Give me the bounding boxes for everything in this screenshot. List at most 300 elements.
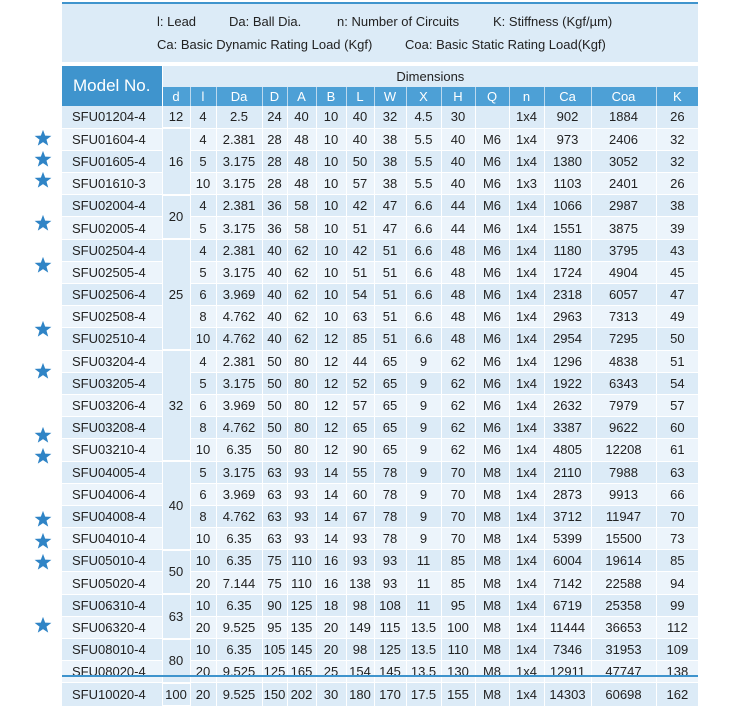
cell-value: 9 xyxy=(406,483,441,505)
cell-value: 99 xyxy=(656,594,698,616)
cell-value: 3875 xyxy=(591,217,656,239)
cell-value: 10 xyxy=(316,106,346,128)
cell-model-no: SFU05010-4 xyxy=(62,550,162,572)
cell-value: 50 xyxy=(656,328,698,350)
cell-value: 1x4 xyxy=(509,195,544,217)
cell-value: 13.5 xyxy=(406,639,441,661)
cell-value: 40 xyxy=(441,128,475,150)
cell-value: 62 xyxy=(441,372,475,394)
cell-value: 12 xyxy=(316,328,346,350)
cell-value: 6.6 xyxy=(406,195,441,217)
cell-value: 1x4 xyxy=(509,528,544,550)
cell-value: 110 xyxy=(287,572,316,594)
cell-value: 1x4 xyxy=(509,417,544,439)
cell-value: 65 xyxy=(374,417,406,439)
star-icon xyxy=(34,426,52,444)
header-col-ca: Ca xyxy=(544,87,591,106)
cell-value: 1922 xyxy=(544,372,591,394)
cell-value: 50 xyxy=(346,150,374,172)
cell-value: 66 xyxy=(656,483,698,505)
cell-value: 12 xyxy=(316,394,346,416)
cell-value: M8 xyxy=(475,683,509,706)
header-col-h: H xyxy=(441,87,475,106)
cell-value: 138 xyxy=(346,572,374,594)
cell-value: 50 xyxy=(262,439,287,461)
cell-value: 40 xyxy=(287,106,316,128)
cell-value: 6343 xyxy=(591,372,656,394)
cell-value: 36 xyxy=(262,217,287,239)
cell-value: 38 xyxy=(374,128,406,150)
cell-value: 4.5 xyxy=(406,106,441,128)
cell-model-no: SFU01604-4 xyxy=(62,128,162,150)
cell-value: 70 xyxy=(441,505,475,527)
cell-model-no: SFU06310-4 xyxy=(62,594,162,616)
cell-value: 1x4 xyxy=(509,616,544,638)
cell-value: 10 xyxy=(316,195,346,217)
cell-value: 7346 xyxy=(544,639,591,661)
cell-value: 1x4 xyxy=(509,306,544,328)
cell-value: 9622 xyxy=(591,417,656,439)
cell-value: 5.5 xyxy=(406,128,441,150)
cell-value: M6 xyxy=(475,350,509,372)
cell-value: 4.762 xyxy=(216,306,262,328)
cell-value: 16 xyxy=(316,550,346,572)
cell-value: 7979 xyxy=(591,394,656,416)
cell-value: 6 xyxy=(190,394,216,416)
star-icon xyxy=(34,553,52,571)
cell-value: 202 xyxy=(287,683,316,706)
cell-value: 93 xyxy=(346,550,374,572)
cell-value: M8 xyxy=(475,550,509,572)
cell-value: 180 xyxy=(346,683,374,706)
cell-value: 9 xyxy=(406,417,441,439)
cell-value: 1x4 xyxy=(509,261,544,283)
cell-value: 60698 xyxy=(591,683,656,706)
cell-value: 95 xyxy=(262,616,287,638)
header-col-d: d xyxy=(162,87,190,106)
cell-value: 20 xyxy=(190,661,216,683)
cell-value: M6 xyxy=(475,150,509,172)
cell-value: 36 xyxy=(262,195,287,217)
cell-value: 2110 xyxy=(544,461,591,483)
cell-value: 51 xyxy=(374,306,406,328)
header-col-d: D xyxy=(262,87,287,106)
cell-value: 38 xyxy=(656,195,698,217)
cell-value: 80 xyxy=(287,372,316,394)
cell-value: 1x4 xyxy=(509,439,544,461)
cell-value: 32 xyxy=(656,128,698,150)
cell-value: 15500 xyxy=(591,528,656,550)
cell-value: 75 xyxy=(262,572,287,594)
cell-value: 12 xyxy=(316,372,346,394)
star-icon xyxy=(34,616,52,634)
cell-value: 4.762 xyxy=(216,328,262,350)
cell-d: 50 xyxy=(162,550,190,594)
cell-value: 2318 xyxy=(544,284,591,306)
cell-model-no: SFU02506-4 xyxy=(62,284,162,306)
cell-value: 40 xyxy=(262,239,287,261)
header-col-a: A xyxy=(287,87,316,106)
cell-value: 48 xyxy=(441,306,475,328)
cell-value: 63 xyxy=(346,306,374,328)
cell-value: 4 xyxy=(190,239,216,261)
header-dimensions: Dimensions xyxy=(162,66,698,87)
cell-value: M6 xyxy=(475,394,509,416)
cell-value: 9 xyxy=(406,394,441,416)
cell-value: 10 xyxy=(316,306,346,328)
cell-value: 14 xyxy=(316,483,346,505)
cell-value: 31953 xyxy=(591,639,656,661)
cell-value: 9913 xyxy=(591,483,656,505)
cell-value: 10 xyxy=(316,284,346,306)
cell-value: 73 xyxy=(656,528,698,550)
cell-value: 95 xyxy=(441,594,475,616)
cell-value: 5.5 xyxy=(406,150,441,172)
cell-value: 1x4 xyxy=(509,572,544,594)
cell-value: 7988 xyxy=(591,461,656,483)
cell-value: 2.381 xyxy=(216,239,262,261)
cell-value: 42 xyxy=(346,239,374,261)
cell-value: 4 xyxy=(190,195,216,217)
cell-value: 10 xyxy=(316,261,346,283)
cell-value: 38 xyxy=(374,173,406,195)
cell-value: 4904 xyxy=(591,261,656,283)
legend-coa: Coa: Basic Static Rating Load(Kgf) xyxy=(405,37,606,52)
cell-value: 48 xyxy=(287,150,316,172)
cell-value: 51 xyxy=(346,217,374,239)
cell-value: 80 xyxy=(287,350,316,372)
cell-value: 12 xyxy=(316,439,346,461)
cell-value: 52 xyxy=(346,372,374,394)
header-col-n: n xyxy=(509,87,544,106)
cell-value: 70 xyxy=(656,505,698,527)
cell-value: 62 xyxy=(287,328,316,350)
cell-value: 28 xyxy=(262,173,287,195)
cell-value: 6.6 xyxy=(406,284,441,306)
cell-value: 90 xyxy=(346,439,374,461)
cell-value: 6.35 xyxy=(216,639,262,661)
cell-value: 48 xyxy=(287,173,316,195)
cell-value: 10 xyxy=(190,439,216,461)
cell-model-no: SFU08020-4 xyxy=(62,661,162,683)
cell-value: 61 xyxy=(656,439,698,461)
star-icon xyxy=(34,532,52,550)
cell-value: M8 xyxy=(475,594,509,616)
cell-value: 80 xyxy=(287,394,316,416)
cell-value: 2401 xyxy=(591,173,656,195)
cell-value: 10 xyxy=(190,594,216,616)
cell-value: M6 xyxy=(475,217,509,239)
cell-value: 58 xyxy=(287,195,316,217)
cell-value: 162 xyxy=(656,683,698,706)
cell-value: 3.175 xyxy=(216,461,262,483)
cell-value: 1x4 xyxy=(509,394,544,416)
cell-value: 63 xyxy=(262,528,287,550)
cell-value: 94 xyxy=(656,572,698,594)
cell-value: 48 xyxy=(441,261,475,283)
cell-value: 10 xyxy=(190,639,216,661)
cell-model-no: SFU04005-4 xyxy=(62,461,162,483)
cell-value: 32 xyxy=(374,106,406,128)
cell-value: 44 xyxy=(346,350,374,372)
cell-value: 5 xyxy=(190,461,216,483)
cell-value: 154 xyxy=(346,661,374,683)
header-col-l: L xyxy=(346,87,374,106)
cell-value: 47747 xyxy=(591,661,656,683)
cell-value: 149 xyxy=(346,616,374,638)
cell-value: 60 xyxy=(346,483,374,505)
cell-value: 1x4 xyxy=(509,550,544,572)
cell-value: 8 xyxy=(190,505,216,527)
cell-value: 5 xyxy=(190,261,216,283)
cell-value: 145 xyxy=(287,639,316,661)
header-col-b: B xyxy=(316,87,346,106)
cell-value: 1551 xyxy=(544,217,591,239)
cell-value: 902 xyxy=(544,106,591,128)
cell-value: 93 xyxy=(287,528,316,550)
cell-value: 7142 xyxy=(544,572,591,594)
cell-value: 2.5 xyxy=(216,106,262,128)
cell-value: 62 xyxy=(441,439,475,461)
cell-value: 65 xyxy=(346,417,374,439)
cell-value: 90 xyxy=(262,594,287,616)
cell-value: 30 xyxy=(441,106,475,128)
star-icon xyxy=(34,447,52,465)
header-col-lead: l xyxy=(190,87,216,106)
cell-value: 1x4 xyxy=(509,639,544,661)
cell-value: 48 xyxy=(441,328,475,350)
cell-value: 12911 xyxy=(544,661,591,683)
cell-value: 6 xyxy=(190,483,216,505)
cell-value: 40 xyxy=(262,328,287,350)
cell-value: 22588 xyxy=(591,572,656,594)
cell-value: 6004 xyxy=(544,550,591,572)
cell-value: 2987 xyxy=(591,195,656,217)
cell-value: M6 xyxy=(475,284,509,306)
cell-value: 70 xyxy=(441,461,475,483)
cell-value: 150 xyxy=(262,683,287,706)
cell-value: 62 xyxy=(287,284,316,306)
cell-value: 2.381 xyxy=(216,350,262,372)
cell-value: 12 xyxy=(316,417,346,439)
cell-value: 10 xyxy=(190,173,216,195)
cell-value: 42 xyxy=(346,195,374,217)
cell-value: 9 xyxy=(406,350,441,372)
cell-value: 4 xyxy=(190,350,216,372)
cell-value: 10 xyxy=(316,173,346,195)
cell-value: 50 xyxy=(262,372,287,394)
cell-value: 47 xyxy=(374,195,406,217)
cell-value: 44 xyxy=(441,195,475,217)
header-col-k: K xyxy=(656,87,698,106)
cell-value: 16 xyxy=(316,572,346,594)
cell-value: 6.6 xyxy=(406,328,441,350)
cell-value: M6 xyxy=(475,439,509,461)
cell-value: 130 xyxy=(441,661,475,683)
header-col-x: X xyxy=(406,87,441,106)
cell-value: 1x4 xyxy=(509,106,544,128)
cell-value: 98 xyxy=(346,594,374,616)
cell-value: 9 xyxy=(406,505,441,527)
star-icon xyxy=(34,171,52,189)
cell-value: M6 xyxy=(475,261,509,283)
cell-value: 20 xyxy=(316,639,346,661)
cell-value: 9 xyxy=(406,461,441,483)
cell-value: 108 xyxy=(374,594,406,616)
cell-model-no: SFU02510-4 xyxy=(62,328,162,350)
cell-value: 36653 xyxy=(591,616,656,638)
legend-ca: Ca: Basic Dynamic Rating Load (Kgf) xyxy=(157,37,373,52)
cell-value: 67 xyxy=(346,505,374,527)
cell-model-no: SFU01204-4 xyxy=(62,106,162,128)
cell-value: 3.969 xyxy=(216,483,262,505)
cell-value: 51 xyxy=(374,328,406,350)
legend-stiffness: K: Stiffness (Kgf/µm) xyxy=(493,14,613,29)
cell-value: 1380 xyxy=(544,150,591,172)
cell-value: 93 xyxy=(287,461,316,483)
cell-value: 115 xyxy=(374,616,406,638)
cell-value: 7295 xyxy=(591,328,656,350)
cell-value: 6.35 xyxy=(216,528,262,550)
cell-model-no: SFU03210-4 xyxy=(62,439,162,461)
cell-value: 9.525 xyxy=(216,616,262,638)
cell-value: 2406 xyxy=(591,128,656,150)
cell-value: M8 xyxy=(475,483,509,505)
star-column xyxy=(34,0,52,681)
cell-value: 9.525 xyxy=(216,683,262,706)
cell-value: 85 xyxy=(441,572,475,594)
cell-value: 51 xyxy=(374,239,406,261)
cell-d: 80 xyxy=(162,639,190,683)
cell-value: 4 xyxy=(190,128,216,150)
cell-value: 3.175 xyxy=(216,261,262,283)
cell-value: 78 xyxy=(374,461,406,483)
cell-value: 165 xyxy=(287,661,316,683)
table-frame xyxy=(62,2,698,677)
cell-model-no: SFU01605-4 xyxy=(62,150,162,172)
cell-value: 6 xyxy=(190,284,216,306)
cell-value: 10 xyxy=(316,150,346,172)
cell-value: 40 xyxy=(262,306,287,328)
cell-value: 45 xyxy=(656,261,698,283)
cell-value: 973 xyxy=(544,128,591,150)
cell-value: 44 xyxy=(441,217,475,239)
cell-value: 5 xyxy=(190,217,216,239)
legend-lead: l: Lead xyxy=(157,14,197,29)
cell-value: 65 xyxy=(374,394,406,416)
cell-value: 14 xyxy=(316,461,346,483)
cell-value: 4805 xyxy=(544,439,591,461)
cell-value: 145 xyxy=(374,661,406,683)
cell-model-no: SFU02504-4 xyxy=(62,239,162,261)
cell-value: 70 xyxy=(441,483,475,505)
cell-value: 10 xyxy=(190,328,216,350)
cell-value: 2632 xyxy=(544,394,591,416)
star-icon xyxy=(34,150,52,168)
cell-value: 60 xyxy=(656,417,698,439)
cell-value: 1x4 xyxy=(509,328,544,350)
cell-value: 1x4 xyxy=(509,150,544,172)
cell-value: 10 xyxy=(190,550,216,572)
cell-value: 93 xyxy=(287,505,316,527)
cell-value: 2873 xyxy=(544,483,591,505)
cell-value: 20 xyxy=(190,683,216,706)
cell-value: 49 xyxy=(656,306,698,328)
cell-d: 20 xyxy=(162,195,190,239)
cell-model-no: SFU08010-4 xyxy=(62,639,162,661)
cell-value: 26 xyxy=(656,173,698,195)
cell-value: 1x4 xyxy=(509,284,544,306)
cell-value: 6.6 xyxy=(406,261,441,283)
cell-value: 125 xyxy=(374,639,406,661)
cell-model-no: SFU02004-4 xyxy=(62,195,162,217)
cell-value: 1066 xyxy=(544,195,591,217)
cell-value: 18 xyxy=(316,594,346,616)
cell-value: 6.35 xyxy=(216,594,262,616)
cell-value: 85 xyxy=(346,328,374,350)
cell-value: 62 xyxy=(441,350,475,372)
cell-model-no: SFU02508-4 xyxy=(62,306,162,328)
cell-value: 10 xyxy=(316,239,346,261)
cell-value: 1x4 xyxy=(509,372,544,394)
cell-d: 63 xyxy=(162,594,190,638)
cell-value: 40 xyxy=(262,261,287,283)
cell-value: 3712 xyxy=(544,505,591,527)
cell-value: 3.175 xyxy=(216,217,262,239)
cell-value: 170 xyxy=(374,683,406,706)
cell-value: 62 xyxy=(287,239,316,261)
cell-value: 65 xyxy=(374,350,406,372)
cell-value: 100 xyxy=(441,616,475,638)
cell-value: 1x4 xyxy=(509,350,544,372)
cell-value: 1x4 xyxy=(509,128,544,150)
cell-value: 57 xyxy=(346,173,374,195)
cell-value: 11 xyxy=(406,594,441,616)
cell-value: 5399 xyxy=(544,528,591,550)
cell-value: 5.5 xyxy=(406,173,441,195)
cell-value: 1724 xyxy=(544,261,591,283)
cell-value: 125 xyxy=(262,661,287,683)
cell-value: M6 xyxy=(475,328,509,350)
cell-value: 48 xyxy=(441,239,475,261)
cell-value: 4 xyxy=(190,106,216,128)
cell-value: 1x4 xyxy=(509,483,544,505)
cell-d: 100 xyxy=(162,683,190,706)
cell-value: 24 xyxy=(262,106,287,128)
cell-value: M8 xyxy=(475,461,509,483)
cell-value: 93 xyxy=(287,483,316,505)
cell-value: 93 xyxy=(374,550,406,572)
cell-model-no: SFU04010-4 xyxy=(62,528,162,550)
cell-model-no: SFU02005-4 xyxy=(62,217,162,239)
cell-value: 3795 xyxy=(591,239,656,261)
cell-value: 135 xyxy=(287,616,316,638)
cell-value: 47 xyxy=(656,284,698,306)
cell-value: 1884 xyxy=(591,106,656,128)
cell-value: 4.762 xyxy=(216,505,262,527)
cell-value: 62 xyxy=(287,306,316,328)
cell-model-no: SFU03208-4 xyxy=(62,417,162,439)
cell-value: 1x3 xyxy=(509,173,544,195)
cell-value: 110 xyxy=(287,550,316,572)
cell-value: 4.762 xyxy=(216,417,262,439)
cell-value: 6.6 xyxy=(406,306,441,328)
cell-model-no: SFU01610-3 xyxy=(62,173,162,195)
cell-value: 63 xyxy=(262,505,287,527)
cell-value: 54 xyxy=(346,284,374,306)
cell-value: 1x4 xyxy=(509,683,544,706)
cell-value: 20 xyxy=(316,616,346,638)
